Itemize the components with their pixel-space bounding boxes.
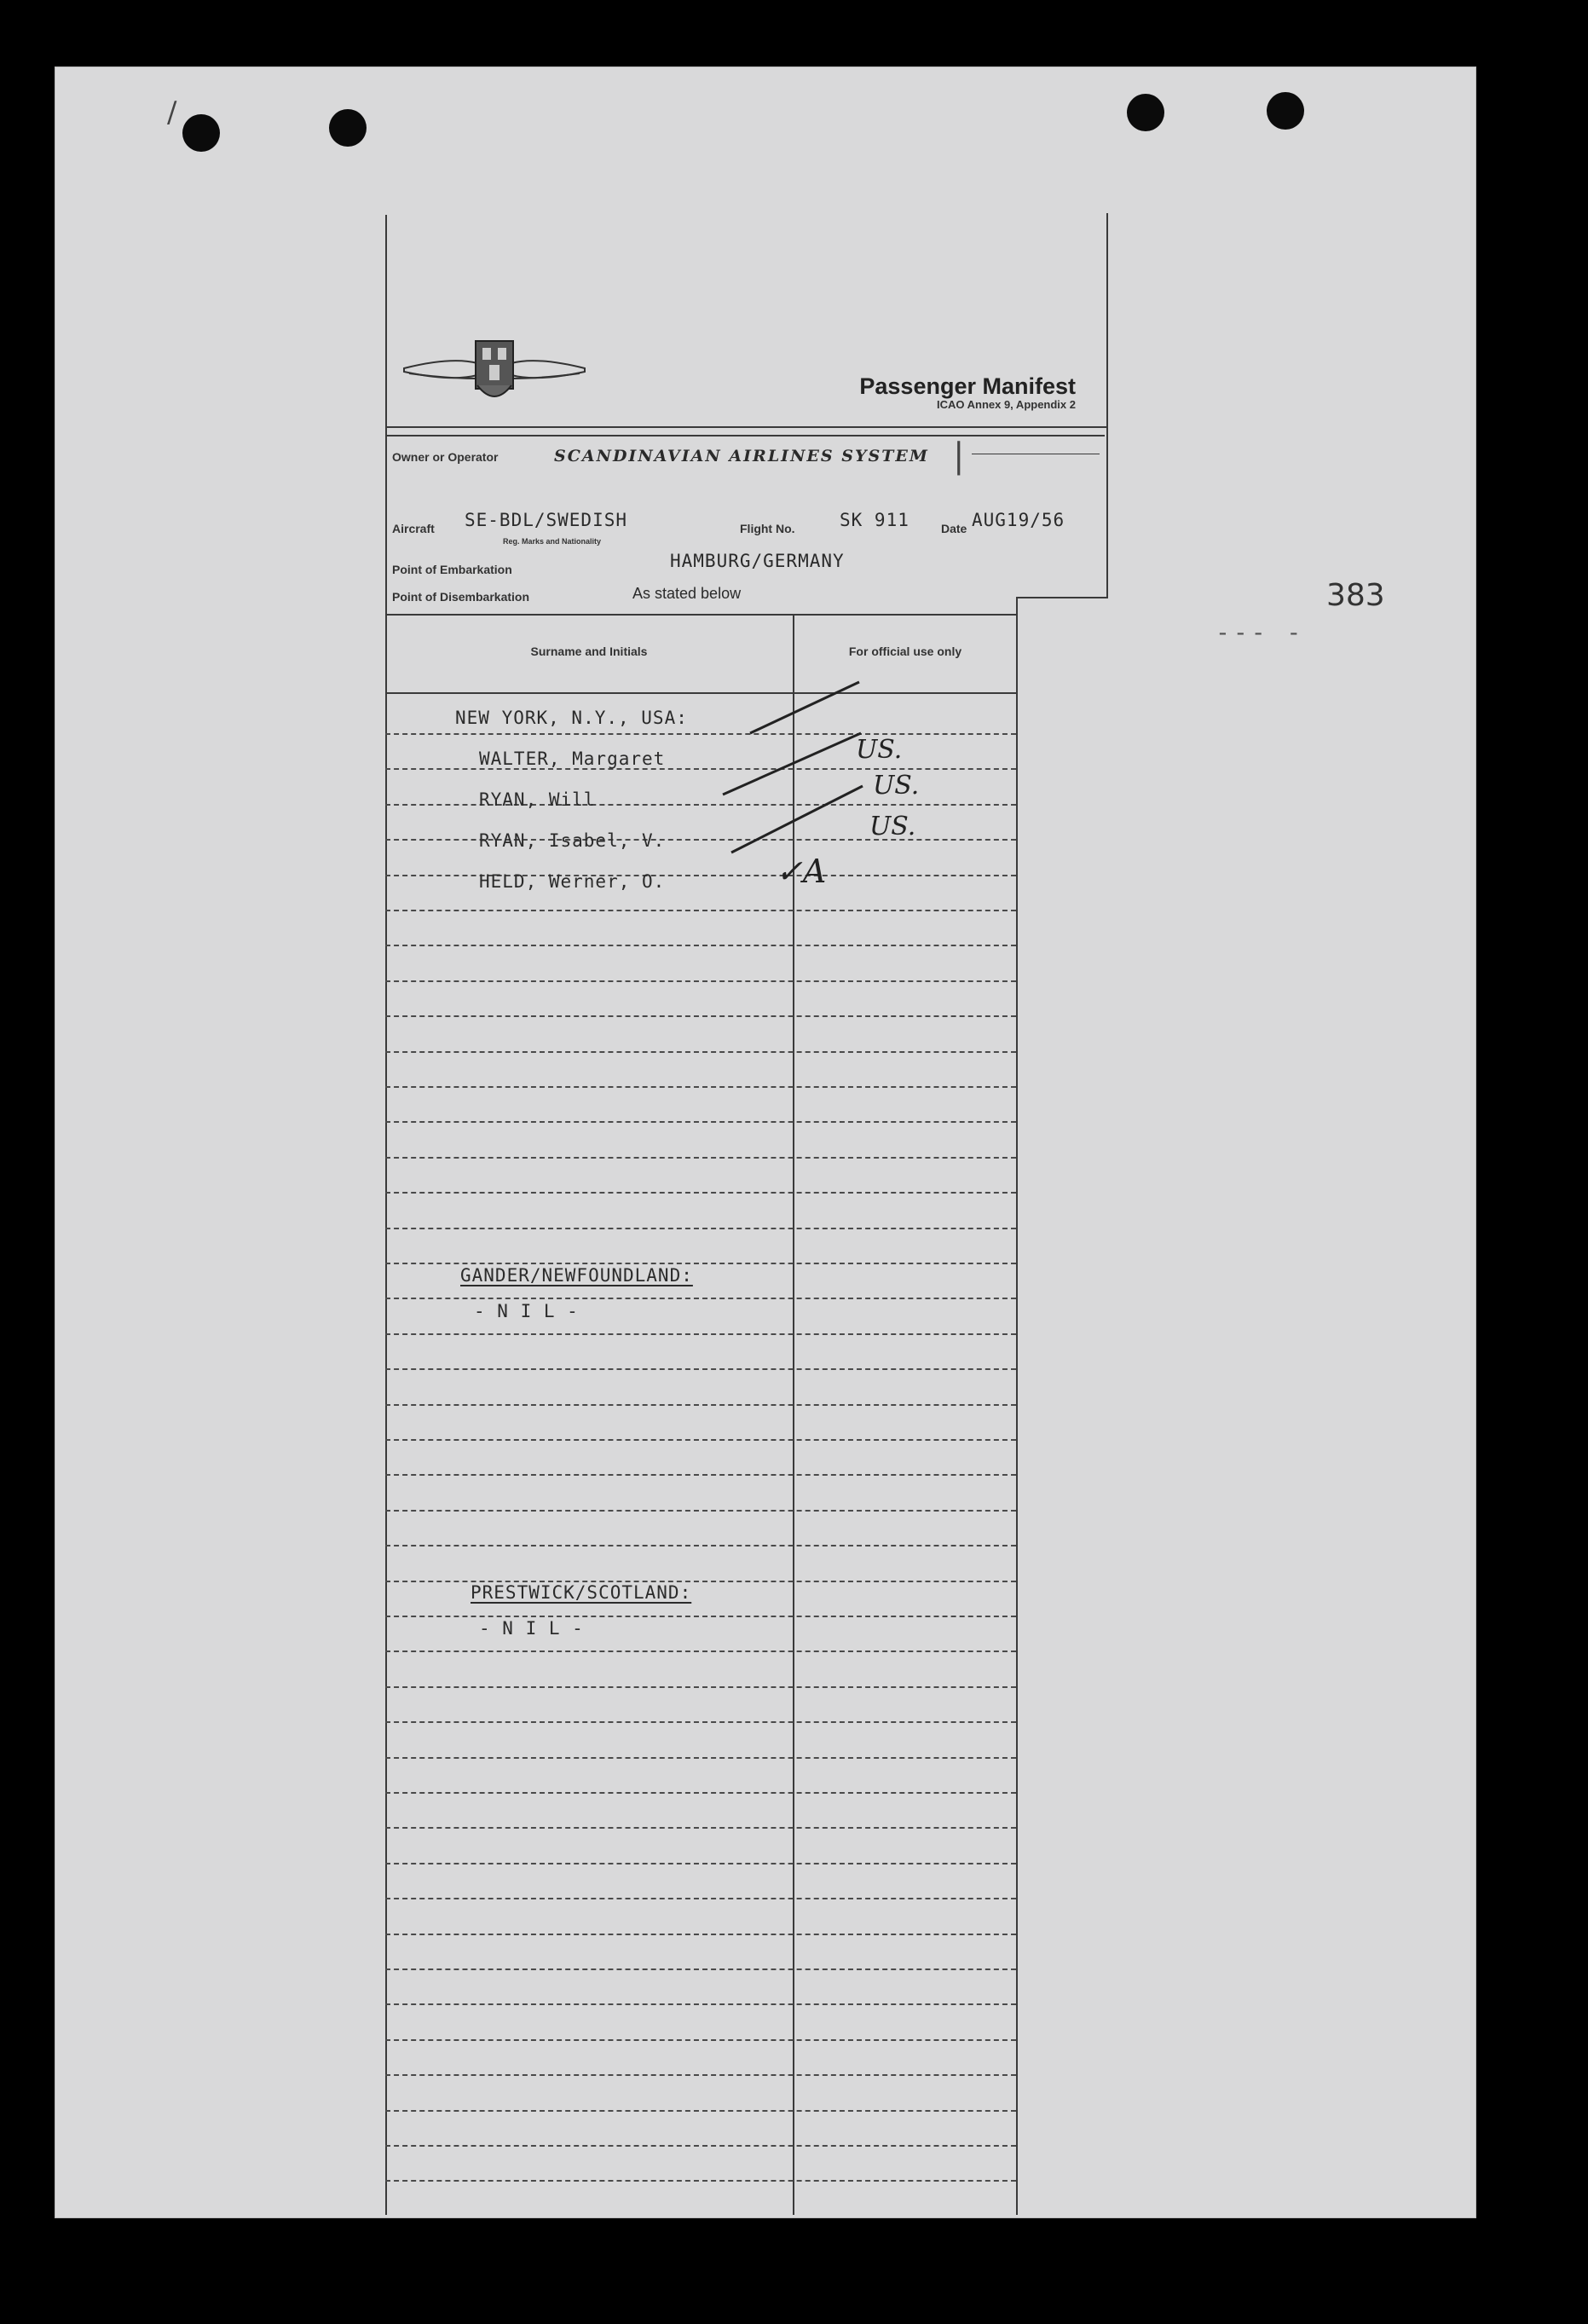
owner-label: Owner or Operator [392, 450, 499, 464]
nil-entry: - N I L - [474, 1301, 579, 1321]
names-column-header: Surname and Initials [530, 645, 648, 658]
official-column-header: For official use only [848, 645, 962, 658]
flight-no-value: SK 911 [840, 510, 909, 530]
disembarkation-label: Point of Disembarkation [392, 590, 530, 604]
aircraft-label: Aircraft [392, 522, 435, 535]
flight-no-label: Flight No. [740, 522, 795, 535]
owner-mark: | [953, 436, 965, 476]
disembarkation-value: As stated below [632, 585, 742, 602]
passenger-name: HELD, Werner, O. [479, 871, 666, 892]
official-mark: US. [856, 735, 903, 765]
embarkation-value: HAMBURG/GERMANY [670, 551, 845, 571]
date-value: AUG19/56 [972, 510, 1065, 530]
owner-value: SCANDINAVIAN AIRLINES SYSTEM [554, 447, 929, 465]
passenger-name: RYAN, Will [479, 789, 596, 810]
reg-marks-label: Reg. Marks and Nationality [503, 537, 602, 546]
destination-heading: GANDER/NEWFOUNDLAND: [460, 1265, 693, 1286]
official-mark: ✓A [776, 853, 827, 890]
aircraft-value: SE-BDL/SWEDISH [465, 510, 628, 530]
form-title: Passenger Manifest [859, 373, 1076, 399]
destination-heading: NEW YORK, N.Y., USA: [455, 708, 688, 728]
destination-heading: PRESTWICK/SCOTLAND: [471, 1582, 692, 1603]
dash-mark: --- - [1216, 618, 1305, 646]
official-mark: US. [873, 771, 920, 801]
official-mark: US. [869, 812, 916, 841]
form-subtitle: ICAO Annex 9, Appendix 2 [936, 398, 1076, 411]
passenger-name: RYAN, Isabel, V. [479, 830, 666, 851]
date-label: Date [941, 522, 967, 535]
stray-mark: / [167, 95, 177, 130]
embarkation-label: Point of Embarkation [392, 563, 512, 576]
nil-entry: - N I L - [479, 1618, 584, 1639]
page-number: 383 [1326, 578, 1385, 613]
passenger-name: WALTER, Margaret [479, 749, 666, 769]
